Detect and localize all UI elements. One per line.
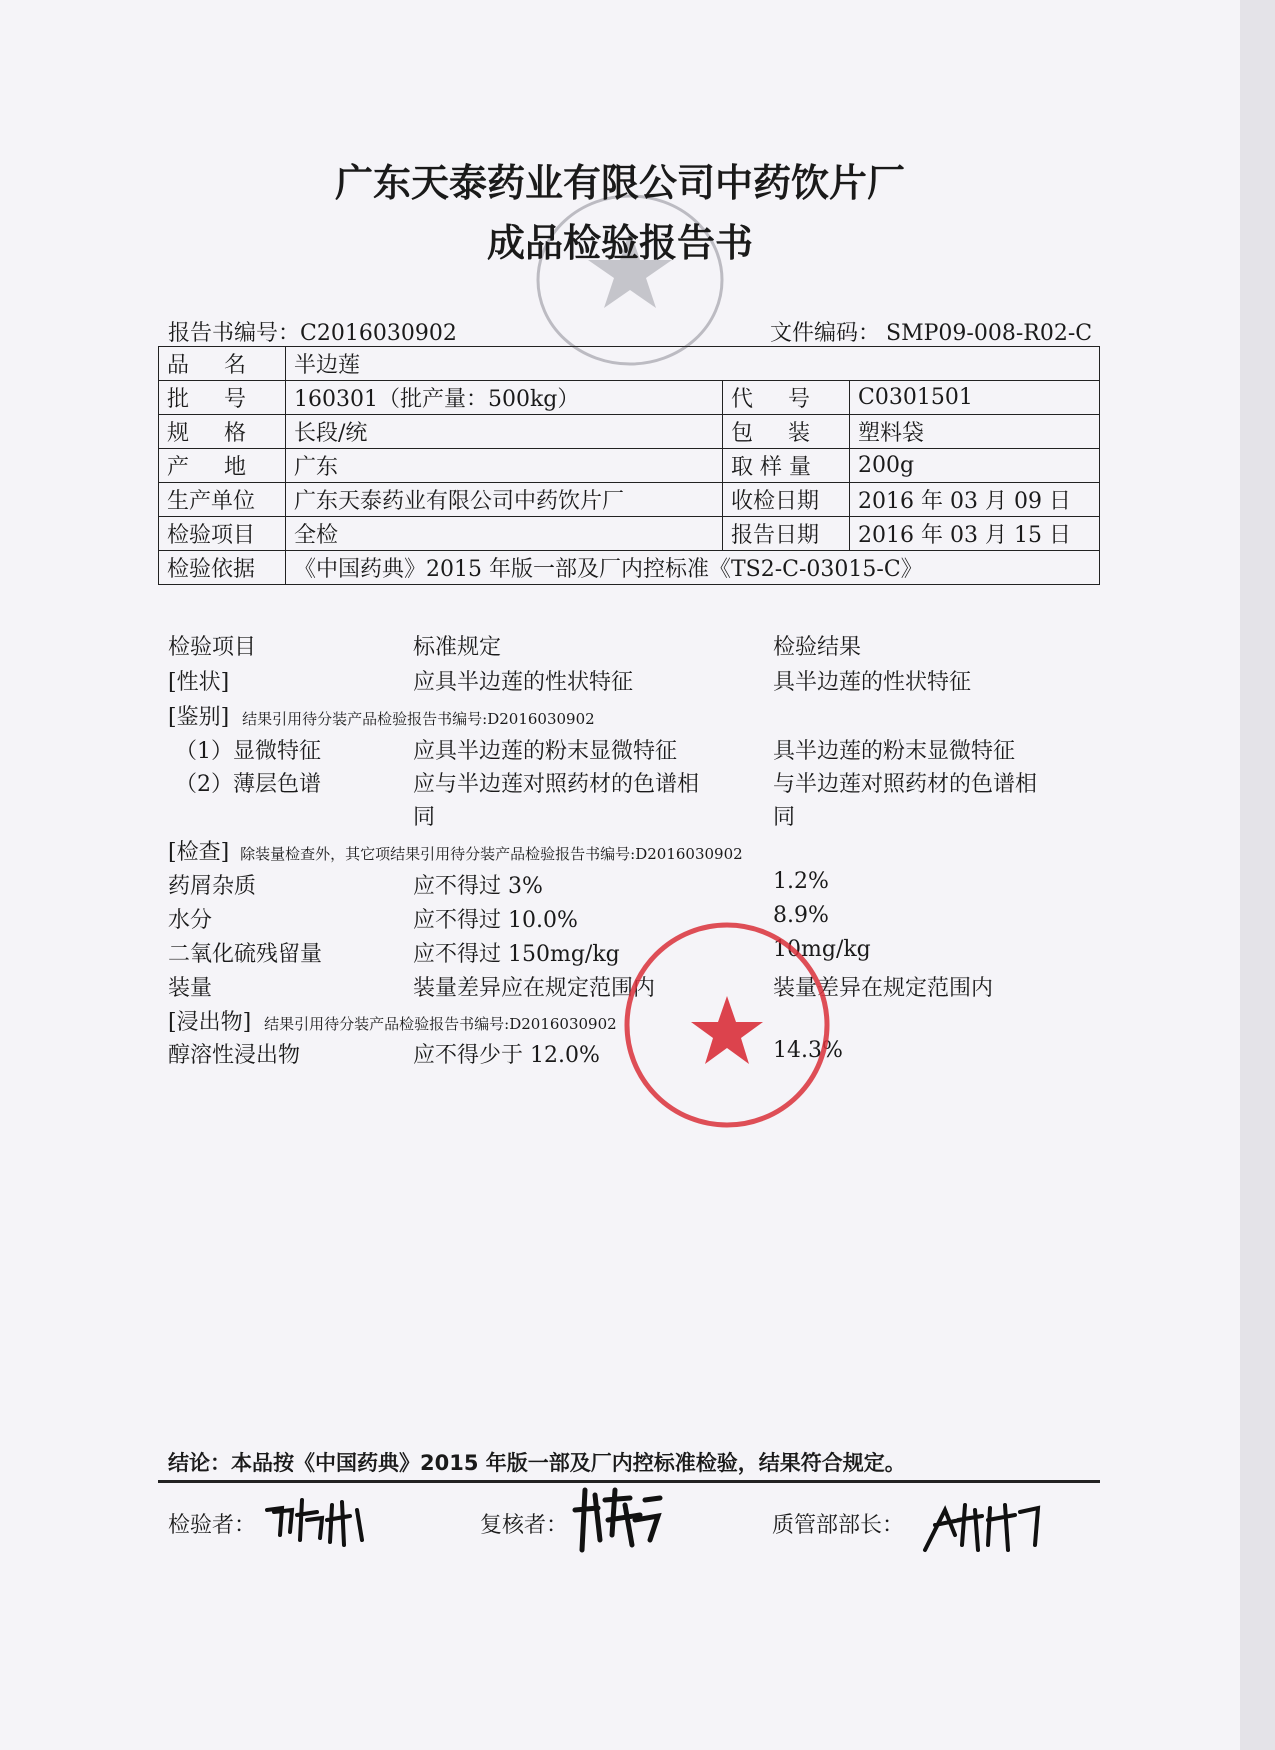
basis-label: 检验依据 [159,551,286,585]
document-code [770,316,1092,347]
micro-standard: 应具半边莲的粉末显微特征 [413,739,678,764]
report-number [168,316,457,347]
col-item-header: 检验项目 [168,635,257,660]
pack-label: 包 装 [723,415,850,449]
so2-item: 二氧化硫残留量 [168,942,323,967]
fill-result: 装量差异在规定范围内 [773,976,994,1001]
impurity-result: 1.2% [773,869,829,894]
code-value: C0301501 [850,381,1100,415]
report-title: 成品检验报告书 [486,221,753,265]
receive-date-value: 2016 年 03 月 09 日 [850,483,1100,517]
report-number-value: C2016030902 [300,321,457,346]
reviewer-label: 复核者： [480,1513,569,1538]
water-standard: 应不得过 10.0% [413,908,578,933]
identification-label: [鉴别] [168,705,230,730]
check-label: [检查] [168,840,230,865]
test-item-label: 检验项目 [159,517,286,551]
code-label: 代 号 [723,381,850,415]
report-date-label: 报告日期 [723,517,850,551]
impurity-item: 药屑杂质 [168,874,257,899]
micro-item: （1）显微特征 [175,739,321,764]
col-result-header: 检验结果 [773,635,862,660]
tlc-result-line1: 与半边莲对照药材的色谱相 [773,772,1038,797]
water-item: 水分 [168,908,213,933]
qa-head-label: 质管部部长： [772,1513,905,1538]
info-table [158,346,1100,585]
table-row [159,381,1100,415]
origin-value: 广东 [286,449,723,483]
table-row [159,415,1100,449]
document-code-label: 文件编码： [770,321,881,346]
product-value: 半边莲 [286,347,1100,381]
batch-label: 批 号 [159,381,286,415]
test-item-value: 全检 [286,517,723,551]
qa-head-signature [920,1490,1050,1564]
col-standard-header: 标准规定 [413,635,502,660]
fill-standard: 装量差异应在规定范围内 [413,976,656,1001]
character-result: 具半边莲的性状特征 [773,670,972,695]
company-title: 广东天泰药业有限公司中药饮片厂 [334,161,905,205]
maker-value: 广东天泰药业有限公司中药饮片厂 [286,483,723,517]
impurity-standard: 应不得过 3% [413,874,543,899]
report-number-label: 报告书编号： [168,321,301,346]
check-section [168,835,743,866]
alcohol-extract-item: 醇溶性浸出物 [168,1043,301,1068]
maker-label: 生产单位 [159,483,286,517]
table-row [159,449,1100,483]
alcohol-extract-result: 14.3% [773,1038,843,1063]
pack-value: 塑料袋 [850,415,1100,449]
extract-note: 结果引用待分装产品检验报告书编号:D2016030902 [264,1015,617,1033]
tlc-item: （2）薄层色谱 [175,772,321,797]
character-standard: 应具半边莲的性状特征 [413,670,634,695]
water-result: 8.9% [773,903,829,928]
spec-value: 长段/统 [286,415,723,449]
inspector-signature [262,1490,372,1554]
tlc-standard-line1: 应与半边莲对照药材的色谱相 [413,772,700,797]
tlc-standard-line2: 同 [413,805,436,830]
spec-label: 规 格 [159,415,286,449]
report-date-value: 2016 年 03 月 15 日 [850,517,1100,551]
extract-label: [浸出物] [168,1010,252,1035]
batch-value: 160301（批产量：500kg） [286,381,723,415]
table-row [159,483,1100,517]
sample-label: 取 样 量 [723,449,850,483]
so2-standard: 应不得过 150mg/kg [413,942,620,967]
sample-value: 200g [850,449,1100,483]
page-edge [1240,0,1275,1750]
identification-section [168,700,595,731]
receive-date-label: 收检日期 [723,483,850,517]
identification-note: 结果引用待分装产品检验报告书编号:D2016030902 [242,710,595,728]
origin-label: 产 地 [159,449,286,483]
document-code-value: SMP09-008-R02-C [886,321,1093,346]
table-row [159,347,1100,381]
table-row [159,517,1100,551]
reviewer-signature [570,1480,670,1564]
micro-result: 具半边莲的粉末显微特征 [773,739,1016,764]
inspector-label: 检验者： [168,1513,257,1538]
alcohol-extract-standard: 应不得少于 12.0% [413,1043,600,1068]
fill-item: 装量 [168,976,213,1001]
extract-section [168,1005,617,1036]
basis-value: 《中国药典》2015 年版一部及厂内控标准《TS2-C-03015-C》 [286,551,1100,585]
tlc-result-line2: 同 [773,805,796,830]
check-note: 除装量检查外，其它项结果引用待分装产品检验报告书编号:D2016030902 [240,845,743,863]
quality-dept-stamp [620,918,835,1133]
so2-result: 10mg/kg [773,937,871,962]
table-row [159,551,1100,585]
product-label: 品 名 [159,347,286,381]
character-section: [性状] [168,670,230,695]
conclusion: 结论：本品按《中国药典》2015 年版一部及厂内控标准检验，结果符合规定。 [168,1451,906,1475]
